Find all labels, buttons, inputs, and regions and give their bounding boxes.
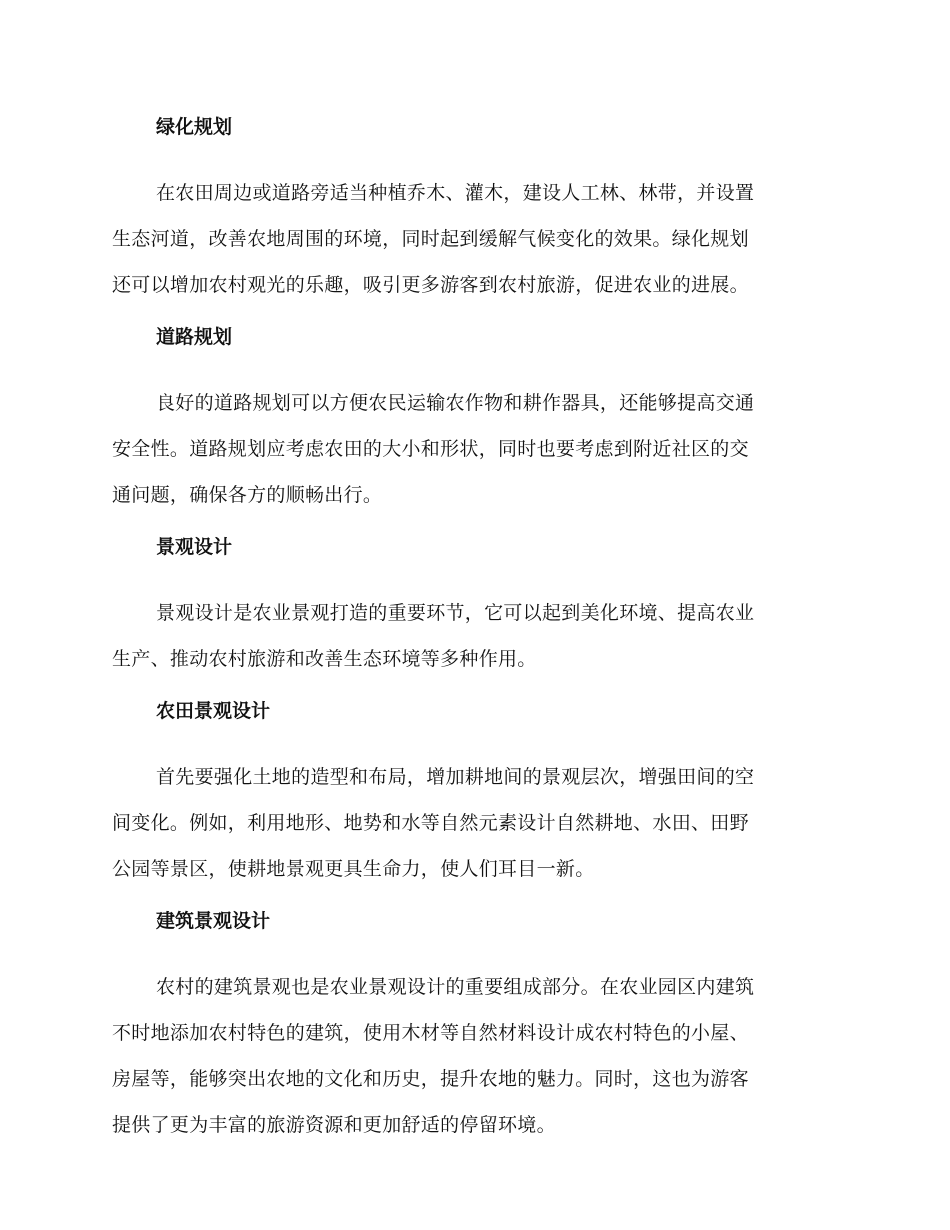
text-line: 生态河道，改善农地周围的环境，同时起到缓解气候变化的效果。绿化规划 [112, 228, 749, 250]
text-line: 房屋等，能够突出农地的文化和历史，提升农地的魅力。同时，这也为游客 [112, 1068, 749, 1090]
text-line: 公园等景区，使耕地景观更具生命力，使人们耳目一新。 [112, 858, 595, 880]
text-line: 提供了更为丰富的旅游资源和更加舒适的停留环境。 [112, 1114, 556, 1136]
section-body-greening [112, 170, 838, 308]
text-line: 在农田周边或道路旁适当种植乔木、灌木，建设人工林、林带，并设置 [156, 182, 755, 204]
section-title-farmland: 农田景观设计 [156, 700, 271, 722]
text-line: 良好的道路规划可以方便农民运输农作物和耕作器具，还能够提高交通 [156, 392, 755, 414]
section-body-farmland [112, 754, 838, 892]
section-body-landscape [112, 590, 838, 682]
text-line: 农村的建筑景观也是农业景观设计的重要组成部分。在农业园区内建筑 [156, 976, 755, 998]
text-line: 安全性。道路规划应考虑农田的大小和形状，同时也要考虑到附近社区的交 [112, 438, 749, 460]
text-line: 生产、推动农村旅游和改善生态环境等多种作用。 [112, 648, 537, 670]
section-body-roads [112, 380, 838, 518]
text-line: 景观设计是农业景观打造的重要环节，它可以起到美化环境、提高农业 [156, 602, 755, 624]
text-line: 不时地添加农村特色的建筑，使用木材等自然材料设计成农村特色的小屋、 [112, 1022, 749, 1044]
section-title-landscape: 景观设计 [156, 536, 233, 558]
text-line: 通问题，确保各方的顺畅出行。 [112, 484, 383, 506]
text-line: 还可以增加农村观光的乐趣，吸引更多游客到农村旅游，促进农业的进展。 [112, 274, 749, 296]
text-line: 首先要强化土地的造型和布局，增加耕地间的景观层次，增强田间的空 [156, 766, 755, 788]
section-body-architecture [112, 964, 838, 1148]
section-title-greening: 绿化规划 [156, 116, 233, 138]
text-line: 间变化。例如，利用地形、地势和水等自然元素设计自然耕地、水田、田野 [112, 812, 749, 834]
section-title-roads: 道路规划 [156, 326, 233, 348]
section-title-architecture: 建筑景观设计 [156, 910, 271, 932]
